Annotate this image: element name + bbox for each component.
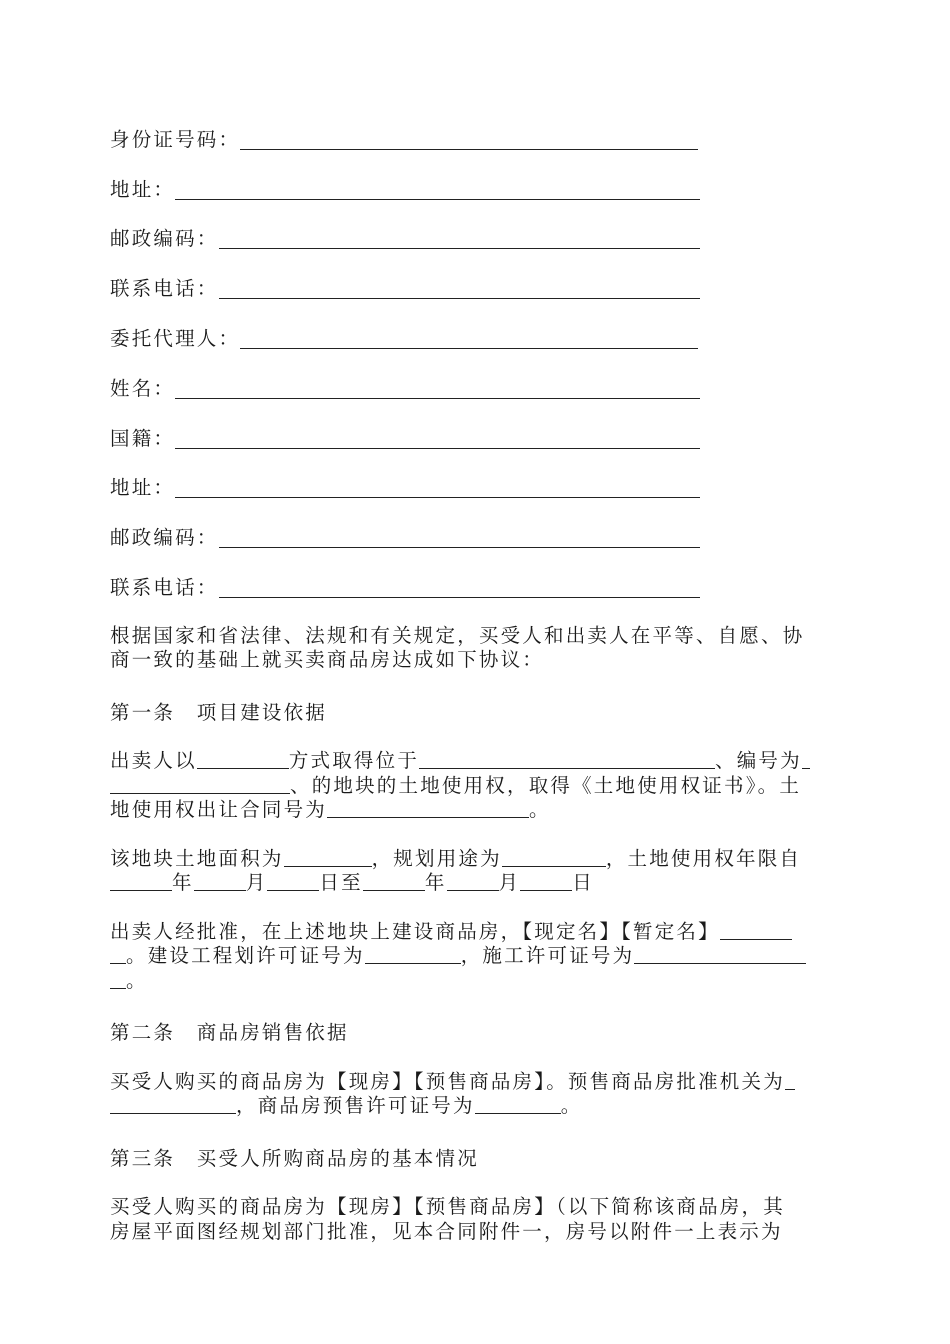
field-label: 联系电话： [110,277,219,301]
plot-number-blank-cont[interactable] [110,775,290,794]
agent-name-row [110,361,842,411]
article-3-heading: 第三条 买受人所购商品房的基本情况 [110,1146,479,1170]
id-number-blank[interactable] [240,148,698,150]
end-month-blank[interactable] [447,872,499,891]
text: 。 [560,1094,583,1118]
text: 买受人购买的商品房为【现房】【预售商品房】。预售商品房批准机关为 [110,1069,785,1093]
planned-use-blank[interactable] [502,848,606,867]
field-label: 国籍： [110,426,176,450]
text: 、编号为 [715,749,802,773]
article-2-paragraph-1 [110,1070,842,1119]
field-label: 邮政编码： [110,227,219,251]
planning-permit-blank[interactable] [365,945,461,964]
agent-blank[interactable] [240,347,698,349]
intro-paragraph [110,624,842,673]
land-area-blank[interactable] [284,848,372,867]
start-day-blank[interactable] [267,872,319,891]
agent-phone-row [110,560,842,610]
text: 房屋平面图经规划部门批准，见本合同附件一，房号以附件一上表示为 [110,1219,783,1243]
text: 日 [572,871,594,895]
end-day-blank[interactable] [520,872,572,891]
field-label: 地址： [110,476,176,500]
location-blank[interactable] [419,750,715,769]
address-blank[interactable] [175,496,700,498]
text: 买受人购买的商品房为【现房】【预售商品房】（以下简称该商品房，其 [110,1195,785,1219]
text: 地使用权出让合同号为 [110,798,328,822]
phone-blank[interactable] [219,297,700,299]
buyer-phone-row [110,261,842,311]
start-month-blank[interactable] [194,872,246,891]
intro-line: 商一致的基础上就买卖商品房达成如下协议： [110,648,545,672]
approval-authority-blank-cont[interactable] [110,1095,236,1114]
article-1-paragraph-1 [110,749,842,823]
article-1-paragraph-2 [110,847,842,896]
text: 年 [172,871,194,895]
document-page [110,112,842,1244]
buyer-id-number-row [110,112,842,162]
approval-authority-blank[interactable] [785,1071,795,1090]
agent-postal-code-row [110,510,842,560]
postal-code-blank[interactable] [219,247,700,249]
text: 。 [529,798,551,822]
address-blank[interactable] [175,198,700,200]
text: 日至 [319,871,363,895]
end-year-blank[interactable] [363,872,425,891]
field-label: 委托代理人： [110,326,241,350]
text: 月 [245,871,268,895]
postal-code-blank[interactable] [219,546,700,548]
project-name-blank[interactable] [720,921,792,940]
field-label: 地址： [110,177,176,201]
article-3-paragraph-1 [110,1195,842,1244]
text: ，商品房预售许可证号为 [236,1094,475,1118]
name-blank[interactable] [175,397,700,399]
construction-permit-blank[interactable] [634,945,806,964]
nationality-blank[interactable] [175,447,700,449]
field-label: 姓名： [110,376,176,400]
agent-nationality-row [110,411,842,461]
text: 、的地块的土地使用权，取得《土地使用权证书》。土 [290,773,802,797]
project-name-blank-cont[interactable] [110,945,126,964]
phone-blank[interactable] [219,596,700,598]
plot-number-blank[interactable] [802,750,810,769]
article-2-heading: 第二条 商品房销售依据 [110,1021,349,1045]
text: ，土地使用权年限自 [605,846,802,870]
text: 月 [498,871,521,895]
presale-permit-blank[interactable] [475,1095,561,1114]
text: ，施工许可证号为 [460,944,635,968]
field-label: 邮政编码： [110,526,219,550]
buyer-address-row [110,162,842,212]
text: 方式取得位于 [288,749,420,773]
agent-row [110,311,842,361]
text: 出卖人经批准，在上述地块上建设商品房，【现定名】【暂定名】 [110,919,720,943]
construction-permit-blank-cont[interactable] [110,970,126,989]
article-1-paragraph-3 [110,920,842,994]
field-label: 身份证号码： [110,127,241,151]
buyer-postal-code-row [110,212,842,262]
text: 年 [424,871,447,895]
article-1-heading: 第一条 项目建设依据 [110,700,328,724]
agent-address-row [110,461,842,511]
text: 。建设工程划许可证号为 [126,944,365,968]
text: 。 [126,968,148,992]
text: 出卖人以 [110,749,197,773]
text: 该地块土地面积为 [110,846,284,870]
field-label: 联系电话： [110,575,219,599]
contract-number-blank[interactable] [327,799,529,818]
text: ，规划用途为 [371,846,502,870]
acquisition-method-blank[interactable] [197,750,289,769]
start-year-blank[interactable] [110,872,172,891]
intro-line: 根据国家和省法律、法规和有关规定，买受人和出卖人在平等、自愿、协 [110,623,805,647]
